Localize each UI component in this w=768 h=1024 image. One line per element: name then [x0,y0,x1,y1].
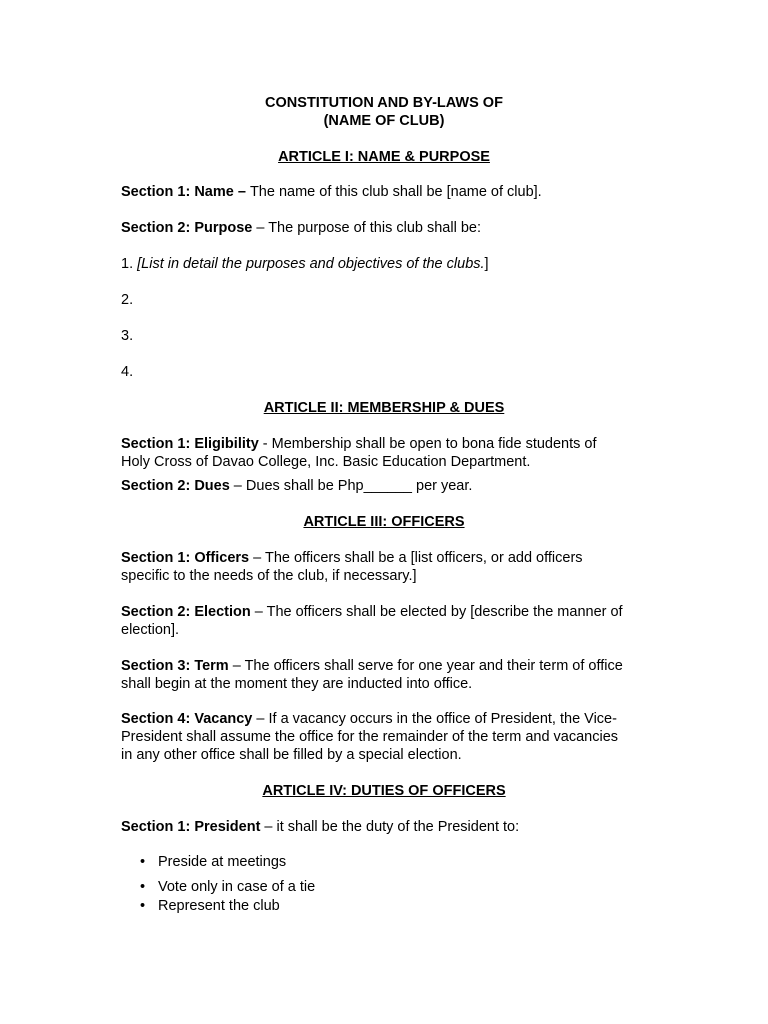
article-3-section-3-cont: shall begin at the moment they are inducted into office. [121,676,473,692]
article-3-section-4-cont-2: in any other office shall be filled by a special election. [121,747,462,763]
section-text: - Membership shall be open to bona fide students of [258,436,597,452]
section-label: Section 1: President [121,819,261,835]
section-label: Section 2: Purpose [121,220,253,236]
bullet-icon: • [140,879,146,895]
article-2-section-1 [121,435,597,453]
article-1-heading: ARTICLE I: NAME & PURPOSE [278,149,490,165]
section-text: – If a vacancy occurs in the office of President, the Vice- [252,711,617,727]
section-label: Section 2: Dues [121,478,230,494]
article-3-section-2-cont: election]. [121,622,180,638]
section-text: – The purpose of this club shall be: [252,220,481,236]
list-item-text: Vote only in case of a tie [158,879,316,895]
section-label: Section 1: Eligibility [121,436,259,452]
article-3-section-4 [121,710,617,728]
list-item [140,897,280,915]
document-subtitle: (NAME OF CLUB) [323,113,445,129]
section-label: Section 4: Vacancy [121,711,253,727]
document-title: CONSTITUTION AND BY-LAWS OF [265,95,503,111]
item-text-end: ] [484,256,489,272]
purpose-item-3: 3. [121,328,134,344]
article-2-heading: ARTICLE II: MEMBERSHIP & DUES [263,400,505,416]
section-text: – The officers shall be a [list officers, or add officers [249,550,583,566]
article-3-section-4-cont: President shall assume the office for the remainder of the term and vacancies [121,729,619,745]
article-2-section-1-cont: Holy Cross of Davao College, Inc. Basic Education Department. [121,454,531,470]
purpose-item-4: 4. [121,364,134,380]
purpose-item-2: 2. [121,292,134,308]
list-item [140,853,286,871]
section-label: Section 3: Term [121,658,229,674]
section-label: Section 1: Officers [121,550,250,566]
item-text: [List in detail the purposes and objectives of the clubs. [137,256,485,272]
list-item-text: Represent the club [158,898,280,914]
section-text: – The officers shall serve for one year and their term of office [228,658,623,674]
article-3-section-1-cont: specific to the needs of the club, if necessary.] [121,568,417,584]
section-text: – Dues shall be Php______ per year. [229,478,473,494]
article-3-section-3 [121,657,623,675]
article-1-section-2 [121,219,481,237]
article-1-section-1 [121,183,542,201]
section-label: Section 2: Election [121,604,251,620]
item-number: 1. [121,256,138,272]
article-3-section-1 [121,549,583,567]
article-3-heading: ARTICLE III: OFFICERS [303,514,465,530]
article-2-section-2 [121,477,472,495]
section-text: – it shall be the duty of the President to: [260,819,520,835]
purpose-item-1 [121,255,489,273]
bullet-icon: • [140,854,146,870]
article-4-section-1 [121,818,519,836]
list-item-text: Preside at meetings [158,854,287,870]
list-item [140,878,315,896]
section-text: – The officers shall be elected by [describe the manner of [250,604,623,620]
article-3-section-2 [121,603,623,621]
section-text: The name of this club shall be [name of club]. [249,184,542,200]
section-label: Section 1: Name – [121,184,250,200]
bullet-icon: • [140,898,146,914]
article-4-heading: ARTICLE IV: DUTIES OF OFFICERS [262,783,506,799]
